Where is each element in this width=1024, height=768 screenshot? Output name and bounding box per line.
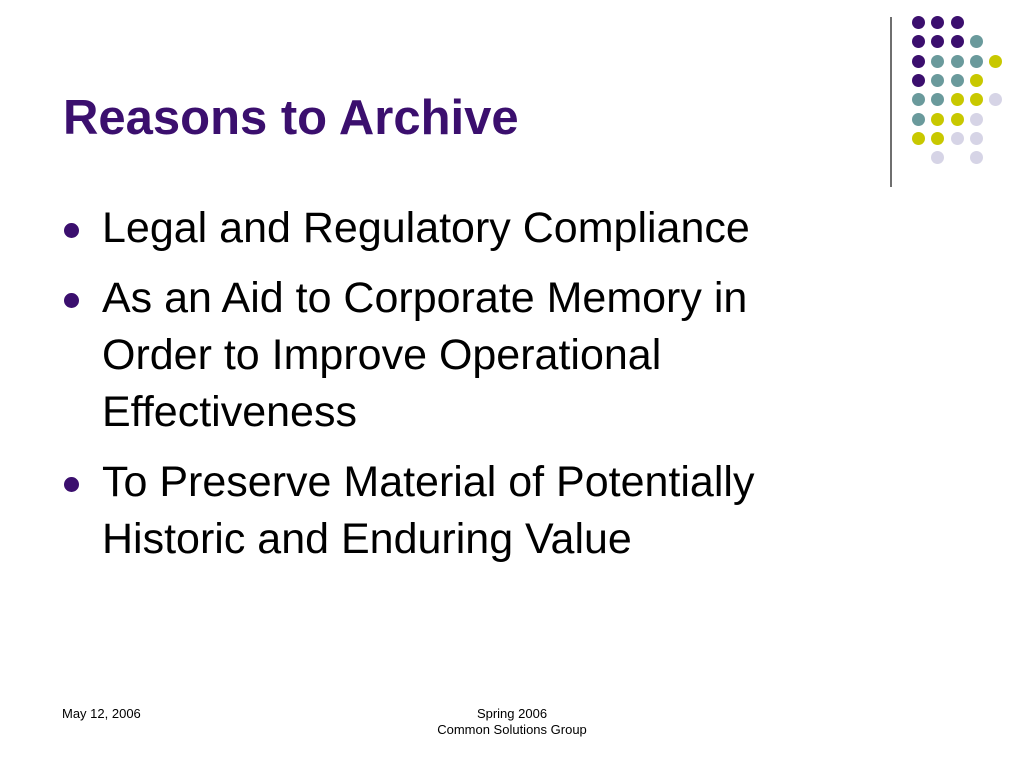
purple-dot <box>912 74 925 87</box>
teal-dot <box>931 74 944 87</box>
bullet-icon <box>64 293 79 308</box>
footer-line-1: Spring 2006 <box>476 706 548 721</box>
yellow-dot <box>970 74 983 87</box>
bullet-text: To Preserve Material of Potentially Historic and Enduring Value <box>102 458 755 563</box>
bullet-item <box>62 200 862 257</box>
teal-dot <box>912 113 925 126</box>
yellow-dot <box>951 93 964 106</box>
teal-dot <box>931 55 944 68</box>
bullet-item <box>62 270 862 441</box>
lavender-dot <box>951 132 964 145</box>
bullet-icon <box>64 477 79 492</box>
purple-dot <box>912 16 925 29</box>
purple-dot <box>931 16 944 29</box>
footer-line-2: Common Solutions Group <box>437 722 587 737</box>
lavender-dot <box>970 113 983 126</box>
slide-title: Reasons to Archive <box>63 91 519 145</box>
vertical-divider <box>890 17 892 187</box>
yellow-dot <box>951 113 964 126</box>
footer-date: May 12, 2006 <box>62 706 141 721</box>
teal-dot <box>951 55 964 68</box>
yellow-dot <box>912 132 925 145</box>
lavender-dot <box>931 151 944 164</box>
lavender-dot <box>970 132 983 145</box>
teal-dot <box>931 93 944 106</box>
yellow-dot <box>989 55 1002 68</box>
teal-dot <box>951 74 964 87</box>
bullet-icon <box>64 223 79 238</box>
lavender-dot <box>989 93 1002 106</box>
footer-center <box>412 706 612 738</box>
bullet-list <box>62 200 862 581</box>
purple-dot <box>951 35 964 48</box>
bullet-item <box>62 454 862 568</box>
yellow-dot <box>931 132 944 145</box>
bullet-text: Legal and Regulatory Compliance <box>102 204 750 252</box>
purple-dot <box>931 35 944 48</box>
bullet-text: As an Aid to Corporate Memory in Order to Improve Operational Effectiveness <box>102 274 748 436</box>
yellow-dot <box>931 113 944 126</box>
teal-dot <box>970 35 983 48</box>
teal-dot <box>912 93 925 106</box>
purple-dot <box>912 35 925 48</box>
lavender-dot <box>970 151 983 164</box>
teal-dot <box>970 55 983 68</box>
purple-dot <box>912 55 925 68</box>
yellow-dot <box>970 93 983 106</box>
purple-dot <box>951 16 964 29</box>
